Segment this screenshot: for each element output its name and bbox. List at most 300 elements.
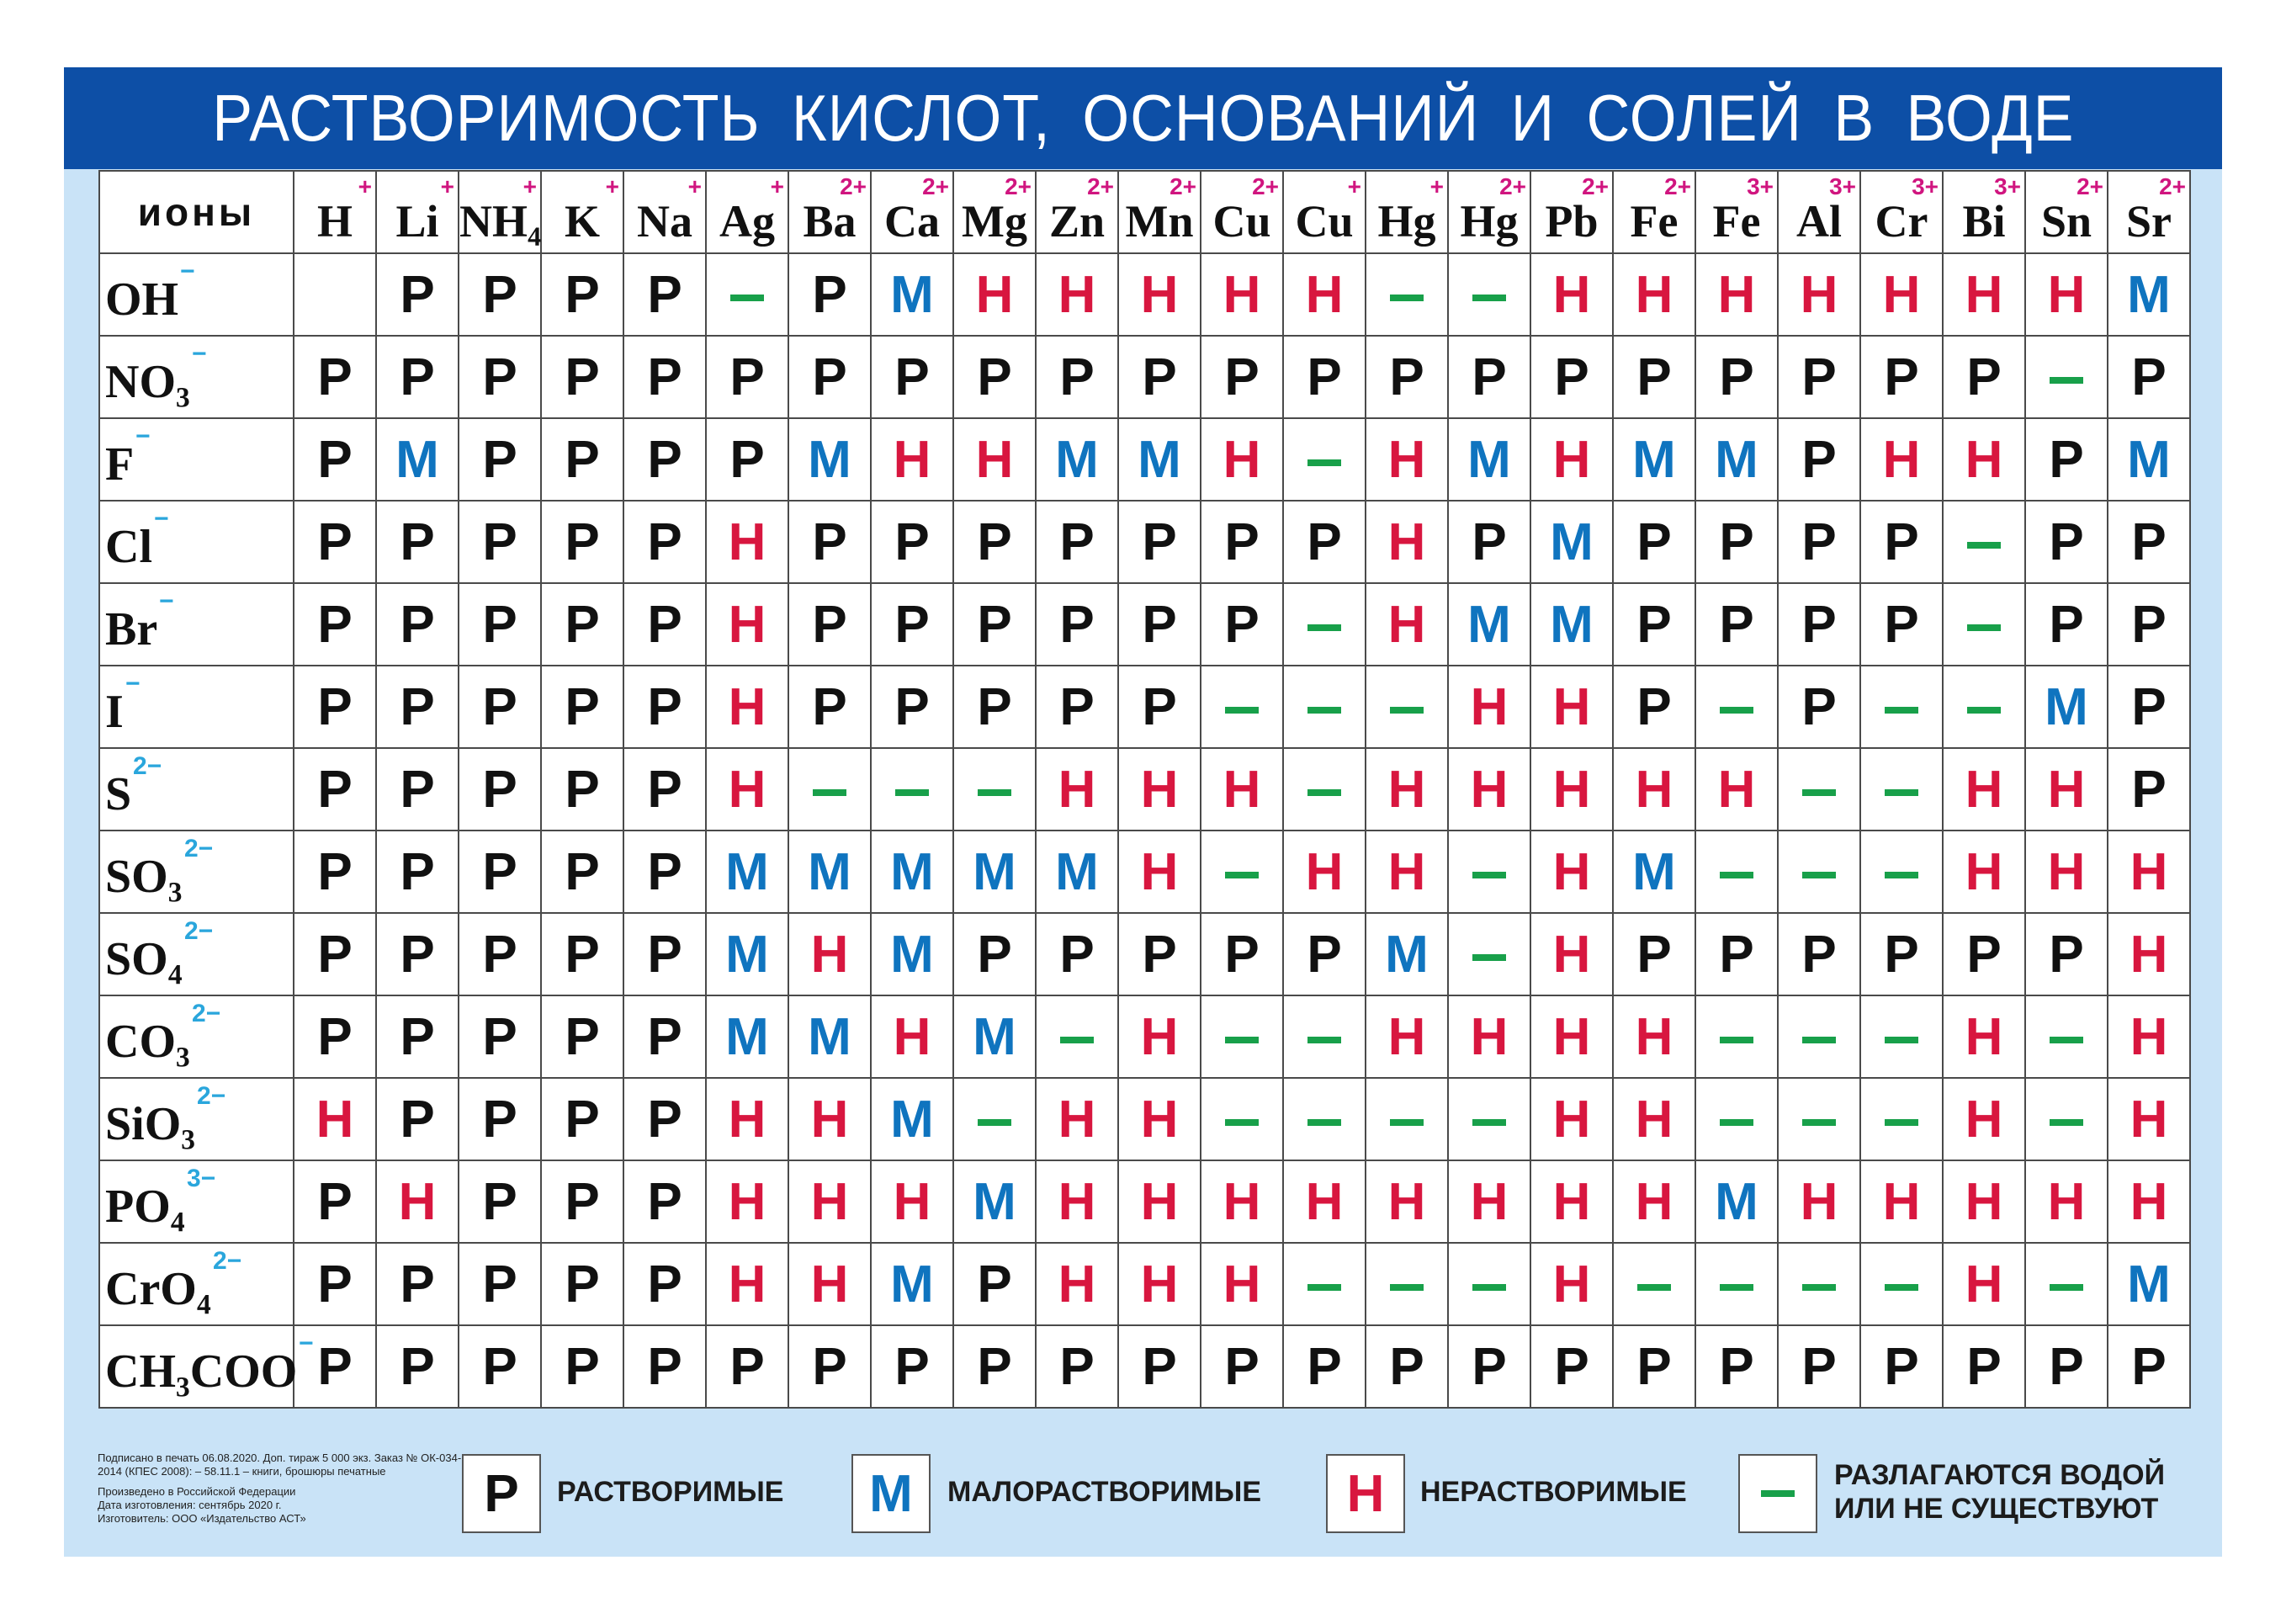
decomposes-dash <box>1802 1037 1836 1043</box>
decomposes-dash <box>1307 789 1341 796</box>
solubility-table <box>98 170 2191 1409</box>
cell-value: Р <box>1801 430 1837 489</box>
cell-soluble <box>953 1325 1036 1408</box>
cell-value: Н <box>316 1090 354 1149</box>
cell-slightly-soluble <box>1036 831 1118 913</box>
cell-value: Р <box>482 925 517 984</box>
anion-charge: 2− <box>184 917 214 945</box>
cation-charge: + <box>605 173 619 199</box>
cell-value: Н <box>1140 760 1179 819</box>
cell-value: Р <box>1884 595 1919 654</box>
cell-slightly-soluble <box>871 1078 953 1160</box>
table-row <box>99 1160 2190 1243</box>
cell-decomposes <box>1860 995 1943 1078</box>
cell-value: Н <box>810 1090 849 1149</box>
cell-value: М <box>808 1007 851 1066</box>
decomposes-dash <box>1802 789 1836 796</box>
cell-value: Н <box>398 1172 437 1231</box>
cell-soluble <box>2108 583 2190 666</box>
cell-soluble <box>541 253 623 336</box>
cell-soluble <box>294 336 376 418</box>
anion-header <box>99 253 294 336</box>
anion-header <box>99 995 294 1078</box>
cell-value: Р <box>317 1255 353 1314</box>
legend-soluble-box <box>462 1454 541 1533</box>
imprint-text <box>98 1452 468 1532</box>
decomposes-dash <box>1060 1037 1094 1043</box>
cell-value: Р <box>482 595 517 654</box>
decomposes-dash <box>1225 707 1259 714</box>
anion-symbol: CO₃ <box>105 1016 190 1068</box>
cell-soluble <box>871 583 953 666</box>
cell-value: Н <box>1305 265 1344 324</box>
decomposes-dash <box>1225 1119 1259 1126</box>
cell-slightly-soluble <box>1613 418 1695 501</box>
cell-value: Р <box>2049 595 2084 654</box>
cell-insoluble <box>1530 913 1613 995</box>
cell-soluble <box>459 1325 541 1408</box>
cell-value: Н <box>1552 1255 1591 1314</box>
anion-header <box>99 418 294 501</box>
cell-value: Р <box>482 1255 517 1314</box>
cell-insoluble <box>1036 1078 1118 1160</box>
cation-symbol: K <box>564 196 600 247</box>
cation-header <box>294 171 376 253</box>
cell-soluble <box>623 418 706 501</box>
cell-value: Н <box>1635 1090 1673 1149</box>
cell-value: Н <box>1223 760 1261 819</box>
cell-slightly-soluble <box>1613 831 1695 913</box>
cell-value: Н <box>1140 265 1179 324</box>
cell-decomposes <box>1283 1243 1366 1325</box>
decomposes-dash <box>2050 1037 2083 1043</box>
cell-soluble <box>706 418 788 501</box>
anion-symbol: F <box>105 438 135 491</box>
cell-insoluble <box>1036 253 1118 336</box>
cell-value: Н <box>1470 760 1509 819</box>
decomposes-dash <box>1390 1119 1424 1126</box>
cell-decomposes <box>1036 995 1118 1078</box>
cell-insoluble <box>1366 1160 1448 1243</box>
cell-value: Р <box>1636 1337 1672 1396</box>
decomposes-dash <box>1390 295 1424 301</box>
cell-value: Н <box>1470 1007 1509 1066</box>
cell-insoluble <box>706 1243 788 1325</box>
cell-insoluble <box>1613 1078 1695 1160</box>
cation-charge: 3+ <box>1829 173 1856 199</box>
cell-decomposes <box>953 748 1036 831</box>
cell-soluble <box>376 1325 459 1408</box>
cell-soluble <box>294 913 376 995</box>
legend-slightly-soluble-symbol: М <box>869 1464 913 1523</box>
cation-charge: 2+ <box>1005 173 1032 199</box>
cell-slightly-soluble <box>871 1243 953 1325</box>
cell-value: Р <box>317 1337 353 1396</box>
cell-soluble <box>1036 1325 1118 1408</box>
cell-insoluble <box>2108 995 2190 1078</box>
legend-decomposes-label: РАЗЛАГАЮТСЯ ВОДОЙ ИЛИ НЕ СУЩЕСТВУЮТ <box>1834 1459 2166 1525</box>
cell-value: Р <box>977 595 1012 654</box>
anion-symbol: PO₄ <box>105 1181 185 1233</box>
cell-value: Р <box>317 1172 353 1231</box>
table-row <box>99 748 2190 831</box>
cation-charge: + <box>687 173 702 199</box>
cell-value: Р <box>317 925 353 984</box>
cell-value: Н <box>1387 595 1426 654</box>
cell-value: Р <box>647 1090 682 1149</box>
cell-soluble <box>1201 583 1283 666</box>
cell-soluble <box>459 1078 541 1160</box>
cell-soluble <box>623 583 706 666</box>
cell-soluble <box>1036 501 1118 583</box>
cell-soluble <box>623 1160 706 1243</box>
cation-header <box>2025 171 2108 253</box>
cell-value: Н <box>2130 842 2168 901</box>
cell-soluble <box>1201 913 1283 995</box>
cell-value: М <box>725 842 769 901</box>
cell-insoluble <box>1118 748 1201 831</box>
cell-slightly-soluble <box>1448 418 1530 501</box>
cell-value: Р <box>1801 677 1837 736</box>
cation-symbol: Al <box>1796 196 1842 247</box>
cell-value: Р <box>2131 595 2167 654</box>
cell-value: Н <box>2130 1090 2168 1149</box>
cell-insoluble <box>1201 1243 1283 1325</box>
cell-value: Н <box>2047 1172 2086 1231</box>
anion-charge: − <box>125 670 141 698</box>
cell-slightly-soluble <box>953 995 1036 1078</box>
decomposes-dash <box>1225 1037 1259 1043</box>
cell-insoluble <box>1448 666 1530 748</box>
footer <box>64 1422 2222 1557</box>
cell-value: М <box>890 1255 934 1314</box>
cell-decomposes <box>1860 666 1943 748</box>
cation-header <box>541 171 623 253</box>
cell-value: Р <box>565 925 600 984</box>
cell-insoluble <box>2025 1160 2108 1243</box>
cell-slightly-soluble <box>953 831 1036 913</box>
cell-value: Н <box>810 1172 849 1231</box>
cell-value: Р <box>1966 348 2002 406</box>
cell-value: Р <box>1142 595 1177 654</box>
table-row <box>99 995 2190 1078</box>
cell-insoluble <box>2025 831 2108 913</box>
cell-value: Р <box>482 760 517 819</box>
cell-insoluble <box>1530 995 1613 1078</box>
cell-slightly-soluble <box>2108 1243 2190 1325</box>
cell-value: Н <box>2047 760 2086 819</box>
cell-value: Н <box>2047 842 2086 901</box>
cell-value: Р <box>647 760 682 819</box>
cell-value: Р <box>1801 595 1837 654</box>
decomposes-dash <box>1307 459 1341 466</box>
cell-insoluble <box>376 1160 459 1243</box>
cell-soluble <box>1778 501 1860 583</box>
cell-soluble <box>294 831 376 913</box>
decomposes-dash <box>813 789 846 796</box>
anion-charge: 2− <box>184 835 214 862</box>
cell-decomposes <box>1283 418 1366 501</box>
cell-value: Н <box>1635 1172 1673 1231</box>
cell-insoluble <box>1366 418 1448 501</box>
decomposes-dash <box>1472 1119 1506 1126</box>
cell-soluble <box>788 336 871 418</box>
cell-value: Р <box>565 595 600 654</box>
cell-value: М <box>1632 842 1676 901</box>
cell-value: Р <box>1636 512 1672 571</box>
cell-soluble <box>459 995 541 1078</box>
table-row <box>99 831 2190 913</box>
cell-soluble <box>541 1325 623 1408</box>
cell-soluble <box>376 913 459 995</box>
cell-value: Н <box>1552 265 1591 324</box>
cell-value: Р <box>2131 512 2167 571</box>
cation-charge: 2+ <box>1170 173 1196 199</box>
cell-value: Р <box>977 348 1012 406</box>
cell-value: М <box>1550 512 1594 571</box>
decomposes-dash <box>1720 707 1753 714</box>
cell-value: Р <box>647 1172 682 1231</box>
cell-soluble <box>953 336 1036 418</box>
cell-value: Р <box>2131 348 2167 406</box>
cell-decomposes <box>1860 748 1943 831</box>
cell-soluble <box>459 418 541 501</box>
cell-soluble <box>541 501 623 583</box>
cell-value: Н <box>1470 1172 1509 1231</box>
cell-value: Р <box>647 430 682 489</box>
decomposes-dash <box>1307 1284 1341 1291</box>
cell-value: Р <box>482 430 517 489</box>
solubility-poster <box>64 67 2222 1557</box>
cell-value: Р <box>1719 348 1754 406</box>
table-row <box>99 583 2190 666</box>
cell-value: М <box>1138 430 1181 489</box>
cell-value: Н <box>2130 1007 2168 1066</box>
cell-decomposes <box>706 253 788 336</box>
cell-insoluble <box>1613 995 1695 1078</box>
cell-value: Р <box>2131 760 2167 819</box>
legend-soluble-label: РАСТВОРИМЫЕ <box>557 1476 784 1508</box>
cell-decomposes <box>1366 253 1448 336</box>
cell-slightly-soluble <box>953 1160 1036 1243</box>
anion-symbol: SiO₃ <box>105 1098 196 1150</box>
cation-symbol: Cr <box>1875 196 1928 247</box>
cell-value: Н <box>1635 760 1673 819</box>
decomposes-dash <box>1720 1119 1753 1126</box>
cation-header <box>1201 171 1283 253</box>
cell-insoluble <box>1118 1243 1201 1325</box>
cell-soluble <box>953 583 1036 666</box>
cell-decomposes <box>1366 1078 1448 1160</box>
cell-decomposes <box>953 1078 1036 1160</box>
cell-insoluble <box>788 913 871 995</box>
cell-value: Р <box>400 265 435 324</box>
cell-value: Р <box>647 1007 682 1066</box>
cell-insoluble <box>1201 1160 1283 1243</box>
cation-header <box>706 171 788 253</box>
cell-soluble <box>623 253 706 336</box>
cell-soluble <box>788 1325 871 1408</box>
cell-value: Н <box>1387 1007 1426 1066</box>
cell-decomposes <box>788 748 871 831</box>
cell-value: Н <box>1552 842 1591 901</box>
cation-header <box>1530 171 1613 253</box>
cell-value: Р <box>1307 925 1342 984</box>
cell-value: Н <box>1965 1090 2003 1149</box>
cell-soluble <box>376 583 459 666</box>
cell-soluble <box>1695 336 1778 418</box>
cell-value: Н <box>1387 512 1426 571</box>
cell-soluble <box>1118 336 1201 418</box>
cell-insoluble <box>1943 995 2025 1078</box>
cell-slightly-soluble <box>2108 253 2190 336</box>
cell-value: Н <box>1223 1255 1261 1314</box>
cell-value: Р <box>647 265 682 324</box>
cell-value: Р <box>482 348 517 406</box>
table-row <box>99 1243 2190 1325</box>
cell-soluble <box>871 1325 953 1408</box>
cell-value: Н <box>1965 430 2003 489</box>
cell-insoluble <box>1366 831 1448 913</box>
cation-charge: 2+ <box>1582 173 1609 199</box>
cell-soluble <box>623 1078 706 1160</box>
cell-value: Р <box>1472 512 1507 571</box>
cell-value: Н <box>728 1172 766 1231</box>
cell-decomposes <box>1366 666 1448 748</box>
cell-value: Н <box>1552 1172 1591 1231</box>
cell-soluble <box>1778 666 1860 748</box>
cation-header <box>459 171 541 253</box>
cell-insoluble <box>788 1078 871 1160</box>
cell-value: Р <box>977 512 1012 571</box>
cation-charge: + <box>522 173 537 199</box>
cell-soluble <box>294 995 376 1078</box>
cell-soluble <box>1613 1325 1695 1408</box>
cell-insoluble <box>1448 995 1530 1078</box>
cell-value: Н <box>1387 760 1426 819</box>
anion-charge: 2− <box>133 752 162 780</box>
cell-soluble <box>1366 336 1448 418</box>
cell-insoluble <box>1860 418 1943 501</box>
cation-header <box>1943 171 2025 253</box>
cell-insoluble <box>1613 1160 1695 1243</box>
cell-soluble <box>1283 913 1366 995</box>
cell-decomposes <box>1695 1243 1778 1325</box>
cell-slightly-soluble <box>706 831 788 913</box>
cell-value: М <box>1467 430 1511 489</box>
decomposes-dash <box>1225 872 1259 878</box>
cell-value: Р <box>482 842 517 901</box>
anion-header <box>99 1325 314 1408</box>
imprint-line: Изготовитель: ООО «Издательство АСТ» <box>98 1512 306 1525</box>
cell-insoluble <box>1201 418 1283 501</box>
cell-value: Н <box>1058 1255 1096 1314</box>
legend-soluble-symbol: Р <box>484 1464 519 1523</box>
anion-header <box>99 1078 294 1160</box>
decomposes-dash <box>1967 624 2001 631</box>
cell-soluble <box>294 666 376 748</box>
cell-decomposes <box>1448 831 1530 913</box>
cell-value: Р <box>894 595 930 654</box>
cell-value: Н <box>1800 265 1838 324</box>
cell-value: Р <box>1224 512 1260 571</box>
cell-value: Р <box>317 512 353 571</box>
decomposes-dash <box>1802 872 1836 878</box>
cell-value: Р <box>1884 925 1919 984</box>
cell-value: Р <box>400 1255 435 1314</box>
cell-decomposes <box>1860 1078 1943 1160</box>
cell-insoluble <box>706 1078 788 1160</box>
cell-value: Р <box>2131 677 2167 736</box>
cell-soluble <box>1860 336 1943 418</box>
cell-insoluble <box>1695 748 1778 831</box>
table-row <box>99 1325 2190 1408</box>
cation-symbol: Sr <box>2126 196 2172 247</box>
decomposes-dash <box>1472 295 1506 301</box>
cell-insoluble <box>1530 666 1613 748</box>
anion-symbol: Cl <box>105 521 152 573</box>
cell-insoluble <box>1860 1160 1943 1243</box>
cell-value: Н <box>1387 842 1426 901</box>
cation-charge: 2+ <box>922 173 949 199</box>
cell-insoluble <box>1943 1078 2025 1160</box>
cation-charge: + <box>440 173 454 199</box>
cation-symbol: Mg <box>962 196 1027 247</box>
cell-value: Р <box>1224 595 1260 654</box>
cation-header <box>871 171 953 253</box>
cell-insoluble <box>706 1160 788 1243</box>
cell-insoluble <box>1778 1160 1860 1243</box>
cell-value: Н <box>1223 430 1261 489</box>
cell-soluble <box>376 666 459 748</box>
cell-soluble <box>1778 583 1860 666</box>
cell-slightly-soluble <box>706 995 788 1078</box>
cell-soluble <box>376 831 459 913</box>
cell-value: Н <box>728 1090 766 1149</box>
anion-symbol: SO₄ <box>105 933 183 985</box>
cell-insoluble <box>1366 748 1448 831</box>
cell-insoluble <box>1530 418 1613 501</box>
cell-value: Р <box>977 1255 1012 1314</box>
cell-value: Р <box>1719 595 1754 654</box>
cation-header <box>1860 171 1943 253</box>
imprint-line: Дата изготовления: сентябрь 2020 г. <box>98 1499 282 1511</box>
anion-charge: 2− <box>213 1247 242 1275</box>
cell-empty <box>294 253 376 336</box>
cell-value: Р <box>894 512 930 571</box>
cell-value: Н <box>1882 1172 1921 1231</box>
cell-soluble <box>2025 913 2108 995</box>
decomposes-dash <box>1885 1037 1918 1043</box>
cation-charge: 2+ <box>2159 173 2186 199</box>
cell-value: Н <box>975 430 1014 489</box>
cell-value: Р <box>482 677 517 736</box>
cell-value: Р <box>400 760 435 819</box>
cell-decomposes <box>2025 336 2108 418</box>
cell-value: М <box>2127 430 2171 489</box>
cell-value: Р <box>729 1337 765 1396</box>
cell-value: М <box>973 1172 1016 1231</box>
cell-value: Н <box>1058 1172 1096 1231</box>
cell-soluble <box>788 501 871 583</box>
cell-value: Р <box>317 595 353 654</box>
cell-decomposes <box>1860 831 1943 913</box>
cell-value: Р <box>647 512 682 571</box>
cell-value: Р <box>647 1255 682 1314</box>
decomposes-dash <box>1472 954 1506 961</box>
cell-soluble <box>2025 501 2108 583</box>
cell-soluble <box>1201 501 1283 583</box>
